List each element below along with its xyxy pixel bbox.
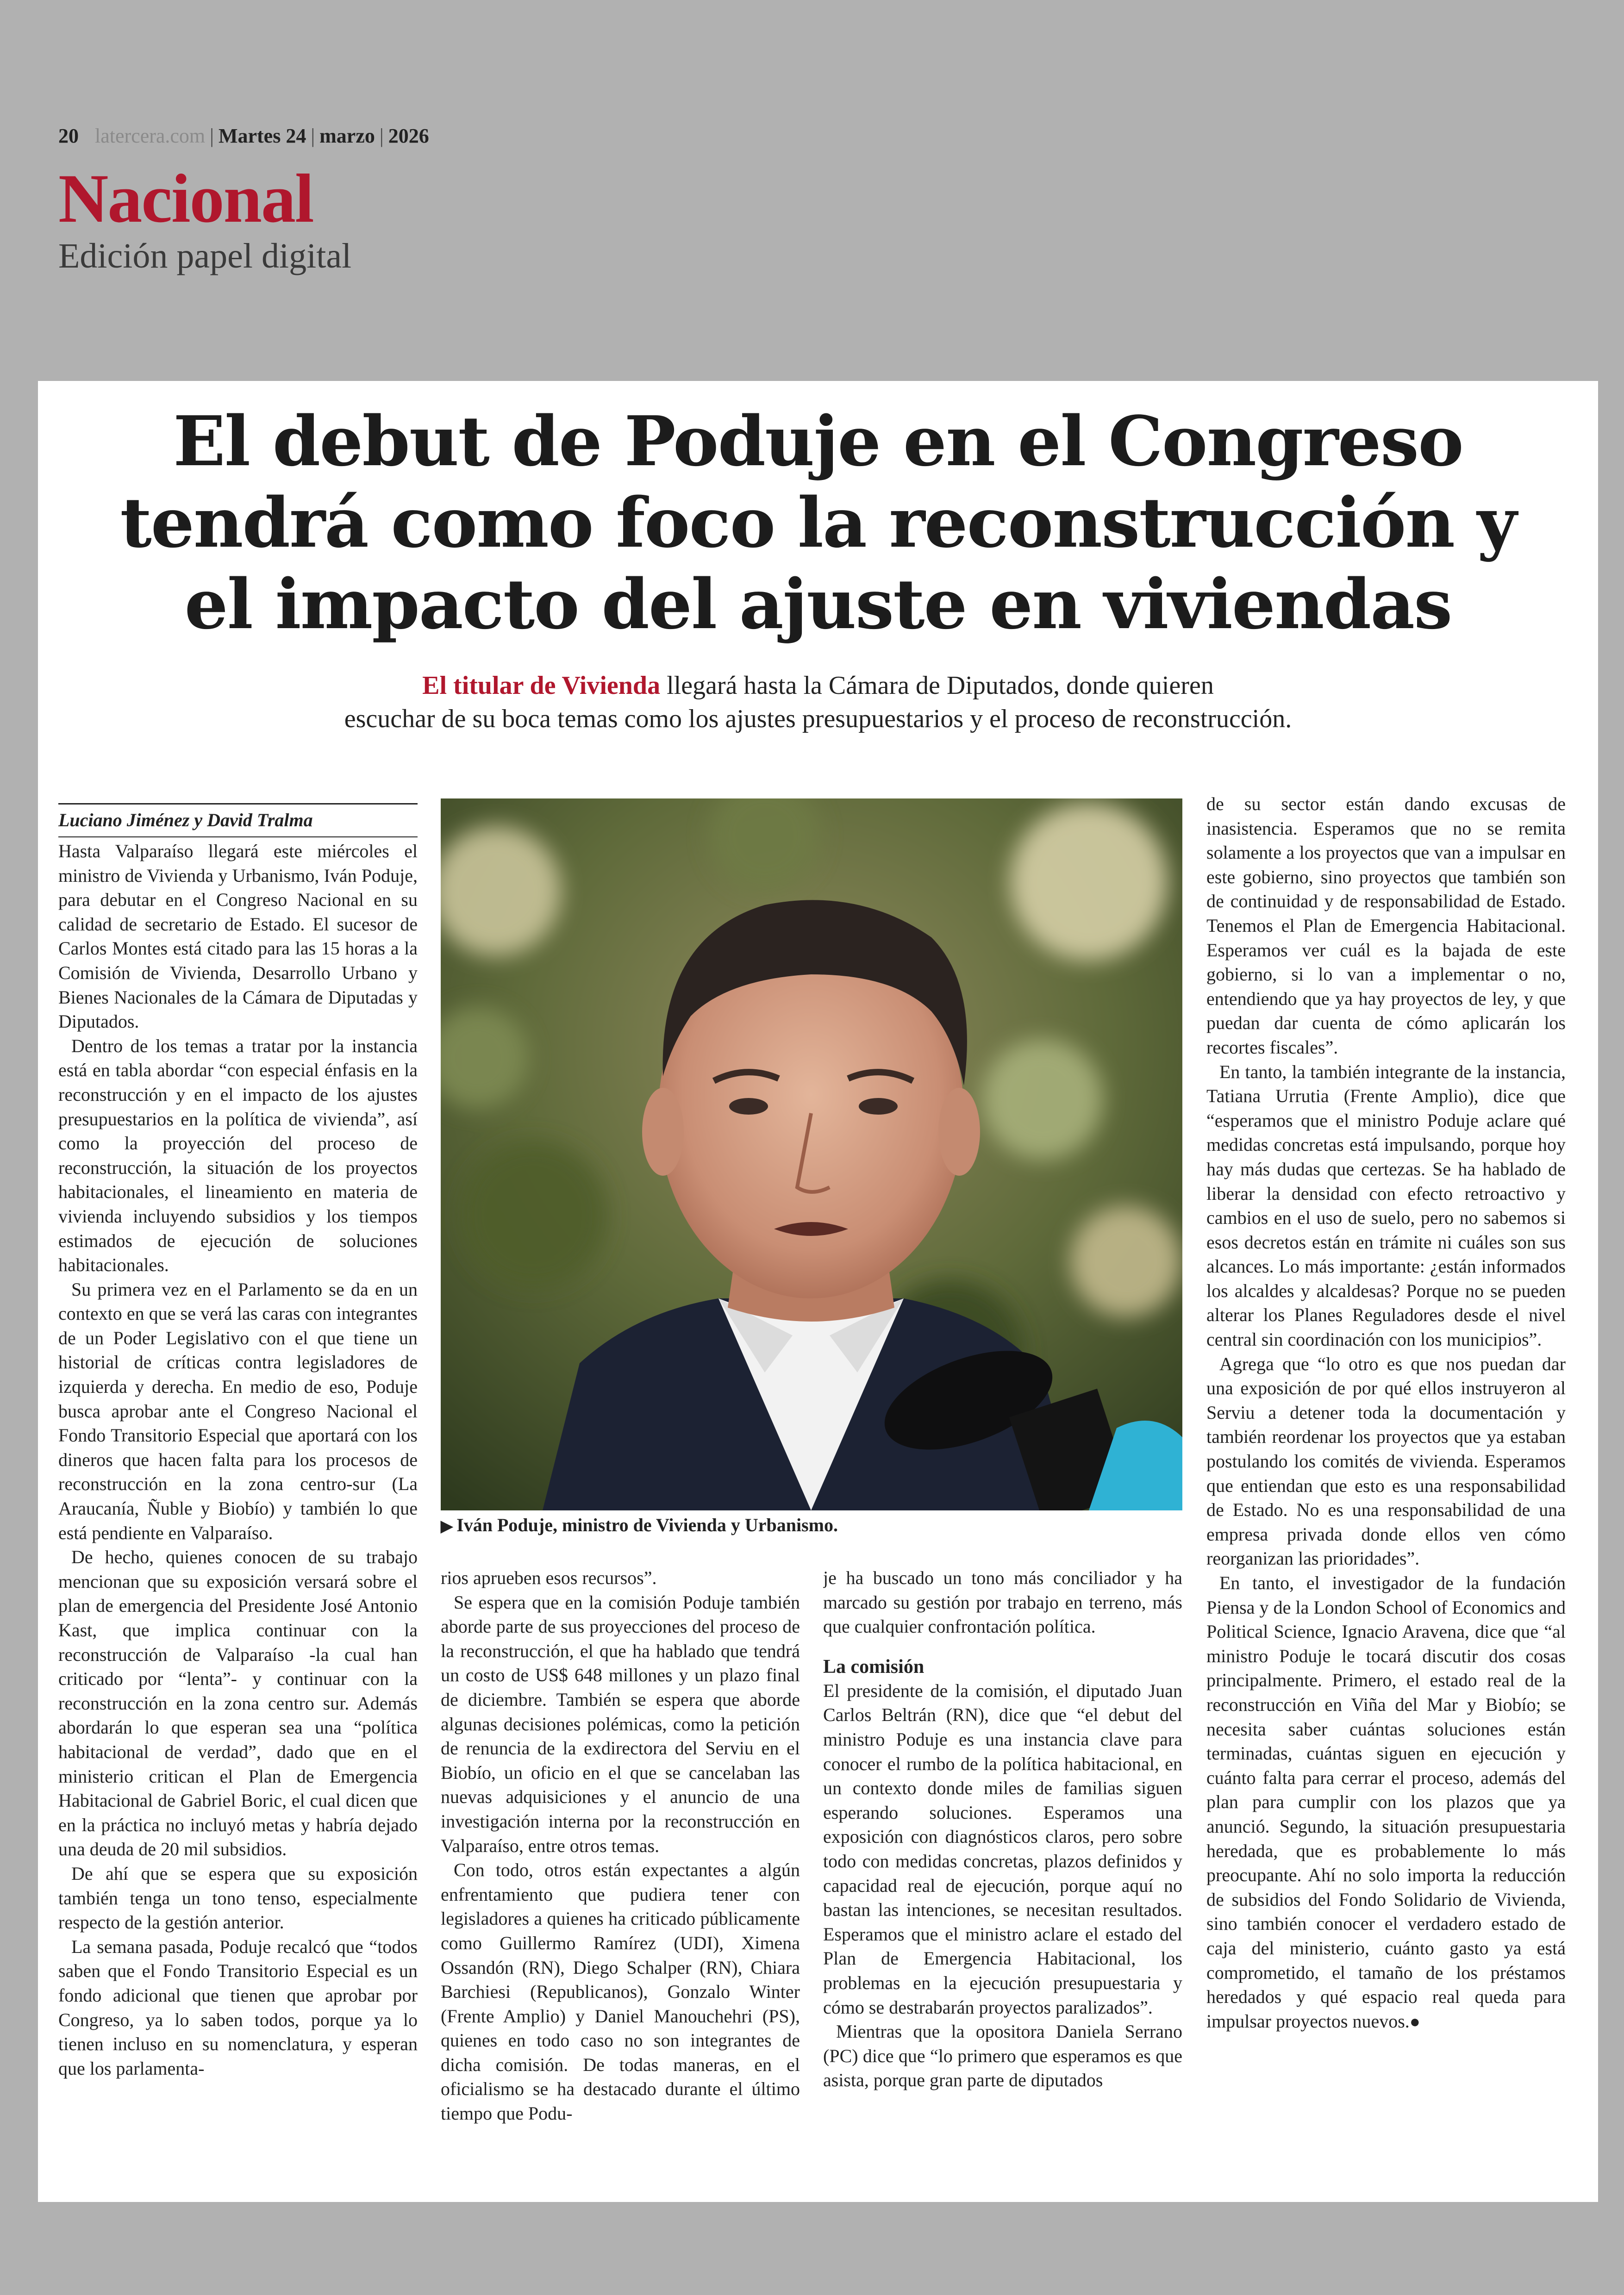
issue-month: marzo [319,125,375,147]
paragraph: Hasta Valparaíso llegará este miércoles el ministro de Vivienda y Urbanismo, Iván Poduje, para debutar en el Congreso Nacional en su calidad de secretario de Estado. El sucesor de Carlos Montes está citado para las 15 horas a la Comisión de Vivienda, Desarrollo Urbano y Bienes Nacionales de la Cámara de Diputadas y Diputados. [58,841,418,1032]
caption-text: Iván Poduje, ministro de Vivienda y Urbanismo. [456,1515,838,1535]
issue-day: Martes 24 [218,125,306,147]
deck-line-2: escuchar de su boca temas como los ajustes presupuestarios y el proceso de reconstrucción. [344,705,1292,733]
portrait-photo [441,798,1182,1510]
paragraph: De ahí que se espera que su exposición también tenga un tono tenso, especialmente respecto de la gestión anterior. [58,1863,418,1933]
deck [177,669,1459,736]
article-column-1 [58,839,418,2168]
paragraph: je ha buscado un tono más conciliador y ha marcado su gestión por trabajo en terreno, más que cualquier confrontación política. [823,1567,1182,1637]
subhead: La comisión [823,1656,924,1678]
paragraph-text: En tanto, el investigador de la fundación Piensa y de la London School of Economics and Political Science, Ignacio Aravena, dice que “al ministro Poduje le tocará discutir dos cosas principalmente. Primero, el estado real de la reconstrucción en Viña del Mar y Biobío; se necesita saber cuántas soluciones están terminadas, cuántas siguen en ejecución y cuánto falta para cerrar el proceso, además del plan para cumplir con los plazos que ya anunció. Segundo, la situación presupuestaria heredada, que es probablemente lo más preocupante. Ahí no solo importa la reducción de subsidios del Fondo Solidario de Vivienda, sino también conocer el verdadero estado de caja del ministerio, cuánto gasto ya está comprometido, el tamaño de los préstamos heredados y qué espacio real queda para impulsar proyectos nuevos. [1206,1572,1566,2032]
deck-rest: llegará hasta la Cámara de Diputados, donde quieren [660,671,1214,700]
end-mark-icon: ● [1409,2012,1420,2032]
paragraph: Dentro de los temas a tratar por la instancia está en tabla abordar “con especial énfasis en la reconstrucción y en el impacto de los ajustes presupuestarios en la política de vivienda”, así como la proyección del proceso de reconstrucción, la situación de los proyectos habitacionales, el lineamiento en materia de vivienda incluyendo subsidios y los tiempos estimados de ejecución de soluciones habitacionales. [58,1035,418,1276]
paragraph: Con todo, otros están expectantes a algún enfrentamiento que pudiera tener con legisladores a quienes ha criticado públicamente como Guillermo Ramírez (UDI), Ximena Ossandón (RN), Diego Schalper (RN), Chiara Barchiesi (Republicanos), Gonzalo Winter (Frente Amplio) y Daniel Manouchehri (PS), quienes en todo caso no son integrantes de dicha comisión. De todas maneras, en el oficialismo se ha destacado durante el último tiempo que Podu- [441,1859,800,2124]
paragraph: La semana pasada, Poduje recalcó que “todos saben que el Fondo Transitorio Especial es un fondo adicional que tienen que aprobar por Congreso, ya lo saben todos, porque ya lo tienen incluso en su nomenclatura, y esperan que los parlamenta- [58,1936,418,2079]
paragraph: El presidente de la comisión, el diputado Juan Carlos Beltrán (RN), dice que “el debut del ministro Poduje es una instancia clave para conocer el rumbo de la política habitacional, en un contexto donde miles de familias siguen esperando soluciones. Esperamos una exposición con diagnósticos claros, pero sobre todo con medidas concretas, plazos definidos y capacidad real de ejecución, porque aquí no bastan las intenciones, se necesitan resultados. Esperamos que el ministro aclare el estado del Plan de Emergencia Habitacional, los problemas en la ejecución presupuestaria y cómo se destrabarán proyectos paralizados”. [823,1680,1182,2018]
paragraph: Se espera que en la comisión Poduje también aborde parte de sus proyecciones del proceso de la reconstrucción, el que ha hablado que tendrá un costo de US$ 648 millones y un plazo final de diciembre. También se espera que aborde algunas decisiones polémicas, como la petición de renuncia de la exdirectora del Serviu en el Biobío, un oficio en el que se cancelaban las nuevas adquisiciones y el anuncio de una investigación interna por la reconstrucción en Valparaíso, entre otros temas. [441,1591,800,1856]
deck-lead: El titular de Vivienda [422,671,661,700]
article-column-3 [823,1566,1182,2168]
article-column-2 [441,1566,800,2168]
edition-label: Edición papel digital [58,237,352,275]
paragraph: rios aprueben esos recursos”. [441,1567,657,1588]
paragraph: de su sector están dando excusas de inasistencia. Esperamos que no se remita solamente a los proyectos que van a impulsar en este gobierno, sino proyectos que también son de continuidad y de responsabilidad de Estado. Tenemos el Plan de Emergencia Habitacional. Esperamos ver cuál es la bajada de este gobierno, si lo van a implementar o no, entendiendo que ya hay proyectos de ley, y que puedan dar cuenta de cómo aplicarán los recortes fiscales”. [1206,793,1566,1058]
page-number: 20 [58,125,79,147]
paragraph [1206,1571,1566,2034]
headline-line: el impacto del ajuste en viviendas [184,564,1452,644]
site-name: latercera.com [95,125,206,147]
headline-line: tendrá como foco la reconstrucción y [120,482,1516,563]
byline: Luciano Jiménez y David Tralma [58,803,418,837]
photo-caption [441,1514,1182,1536]
caption-arrow-icon: ▶ [441,1518,453,1535]
paragraph: En tanto, la también integrante de la instancia, Tatiana Urrutia (Frente Amplio), dice que “esperamos que el ministro Poduje aclare qué medidas concretas está impulsando, porque hoy hay más dudas que certezas. Se ha hablado de liberar la densidad con efecto retroactivo y cambios en el uso de suelo, pero no sabemos si esos decretos están en trámite ni cuáles son sus alcances. Lo más importante: ¿están informados los alcaldes y alcaldesas? Porque no se pueden alterar los Planes Reguladores desde el nivel central sin coordinación con los municipios”. [1206,1061,1566,1350]
issue-year: 2026 [388,125,429,147]
headline [107,400,1529,645]
folio-line: 20 latercera.com | Martes 24 | marzo | 2026 [58,125,429,147]
article-column-4 [1206,792,1566,2176]
headline-line: El debut de Poduje en el Congreso [173,401,1463,481]
paragraph: De hecho, quienes conocen de su trabajo mencionan que su exposición versará sobre el plan de emergencia del Presidente José Antonio Kast, que implica continuar con la reconstrucción de Valparaíso -la cual han criticado por “lenta”- y continuar con la reconstrucción en la zona centro sur. Además abordarán lo que esperan sea una “política habitacional de verdad”, dado que en el ministerio critican el Plan de Emergencia Habitacional de Gabriel Boric, el cual dicen que en la práctica no incluyó metas y habría dejado una deuda de 20 mil subsidios. [58,1547,418,1860]
section-title: Nacional [58,160,313,237]
portrait-illustration [441,798,1182,1510]
paragraph: Mientras que la opositora Daniela Serrano (PC) dice que “lo primero que esperamos es que asista, porque gran parte de diputados [823,2021,1182,2091]
article-sheet [38,381,1598,2202]
paragraph: Agrega que “lo otro es que nos puedan dar una exposición de por qué ellos instruyeron al Serviu a detener toda la documentación y también reordenar los proyectos que ya estaban postulando los comités de vivienda. Esperamos que entiendan que esto es una responsabilidad de Estado. No es una responsabilidad de una empresa privada donde ellos ven cómo reorganizan las prioridades”. [1206,1353,1566,1569]
paragraph: Su primera vez en el Parlamento se da en un contexto en que se verá las caras con integrantes de un Poder Legislativo con el que tiene un historial de críticas contra legisladores de izquierda y derecha. En medio de eso, Poduje busca aprobar ante el Congreso Nacional el Fondo Transitorio Especial que aportará con los dineros que hacen falta para los procesos de reconstrucción en la zona centro-sur (La Araucanía, Ñuble y Biobío) y también lo que está pendiente en Valparaíso. [58,1278,418,1543]
